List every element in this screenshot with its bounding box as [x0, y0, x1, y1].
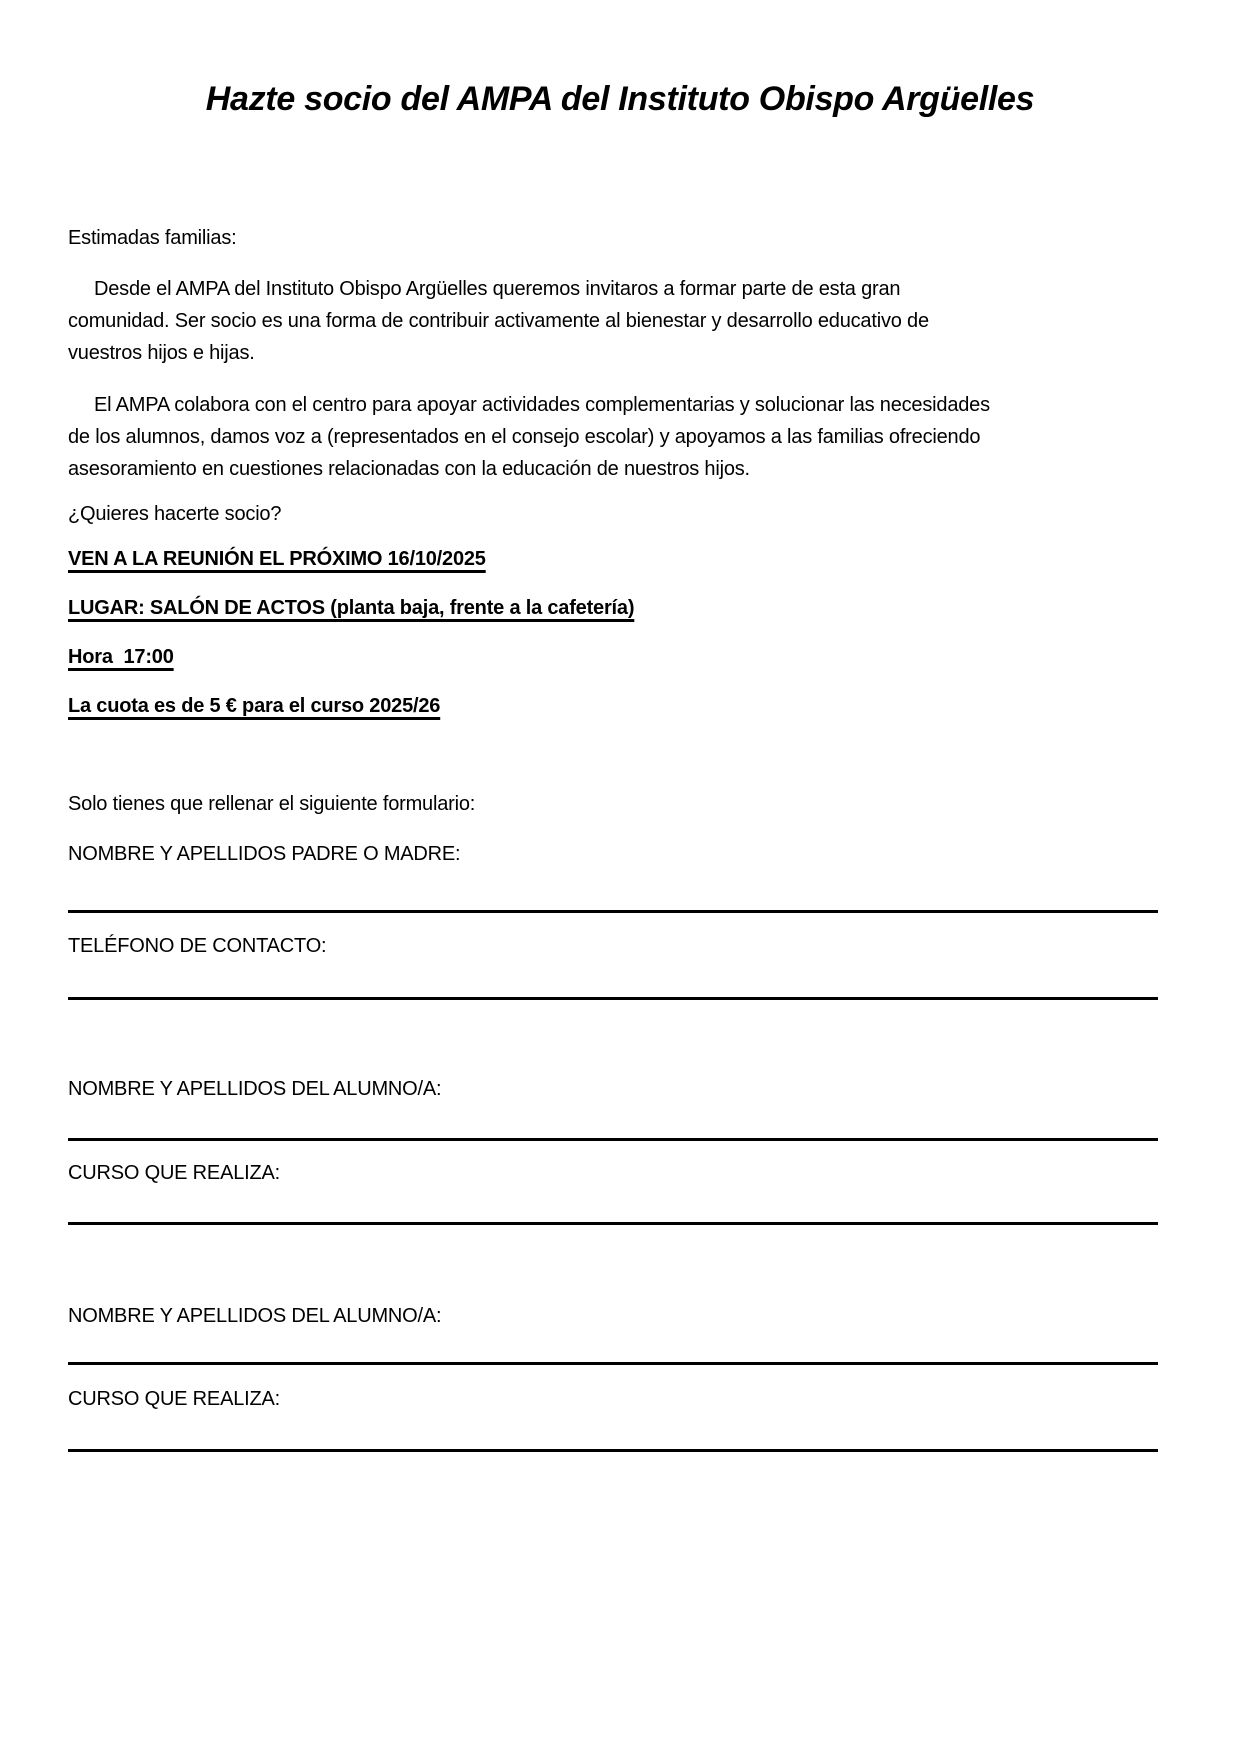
meeting-date-line: VEN A LA REUNIÓN EL PRÓXIMO 16/10/2025 — [68, 548, 486, 570]
salutation: Estimadas familias: — [68, 227, 237, 249]
paragraph-line: de los alumnos, damos voz a (representados en el consejo escolar) y apoyamos a las familias ofreciendo — [68, 426, 981, 448]
intro-paragraph-1 — [68, 273, 1172, 369]
form-field-student1-name — [68, 1073, 1172, 1141]
page-title: Hazte socio del AMPA del Instituto Obispo Argüelles — [205, 80, 1035, 118]
paragraph-line: Desde el AMPA del Instituto Obispo Argüelles queremos invitaros a formar parte de esta gran — [94, 278, 901, 300]
meeting-place-line: LUGAR: SALÓN DE ACTOS (planta baja, frente a la cafetería) — [68, 597, 635, 619]
field-label-student2-course: CURSO QUE REALIZA: — [68, 1388, 280, 1410]
paragraph-line: comunidad. Ser socio es una forma de contribuir activamente al bienestar y desarrollo educativo de — [68, 310, 929, 332]
paragraph-line: El AMPA colabora con el centro para apoyar actividades complementarias y solucionar las necesidades — [94, 394, 990, 416]
fill-line-student2-course — [68, 1415, 1158, 1452]
intro-paragraph-2 — [68, 389, 1172, 485]
form-field-parent-name — [68, 838, 1172, 913]
form-field-student2-name — [68, 1300, 1172, 1365]
field-label-student2-name: NOMBRE Y APELLIDOS DEL ALUMNO/A: — [68, 1305, 442, 1327]
membership-question: ¿Quieres hacerte socio? — [68, 503, 282, 525]
fill-line-parent-name — [68, 870, 1158, 913]
form-intro: Solo tienes que rellenar el siguiente formulario: — [68, 793, 476, 815]
field-label-contact-phone: TELÉFONO DE CONTACTO: — [68, 935, 327, 957]
form-field-contact-phone — [68, 930, 1172, 1000]
field-label-parent-name: NOMBRE Y APELLIDOS PADRE O MADRE: — [68, 843, 461, 865]
fill-line-contact-phone — [68, 962, 1158, 1000]
field-label-student1-name: NOMBRE Y APELLIDOS DEL ALUMNO/A: — [68, 1078, 442, 1100]
membership-fee-line: La cuota es de 5 € para el curso 2025/26 — [68, 695, 441, 717]
paragraph-line: asesoramiento en cuestiones relacionadas con la educación de nuestros hijos. — [68, 458, 750, 480]
paragraph-line: vuestros hijos e hijas. — [68, 342, 255, 364]
fill-line-student2-name — [68, 1332, 1158, 1365]
fill-line-student1-name — [68, 1105, 1158, 1141]
fill-line-student1-course — [68, 1189, 1158, 1225]
field-label-student1-course: CURSO QUE REALIZA: — [68, 1162, 280, 1184]
form-field-student1-course — [68, 1157, 1172, 1225]
meeting-time-line: Hora 17:00 — [68, 646, 174, 668]
form-field-student2-course — [68, 1383, 1172, 1452]
